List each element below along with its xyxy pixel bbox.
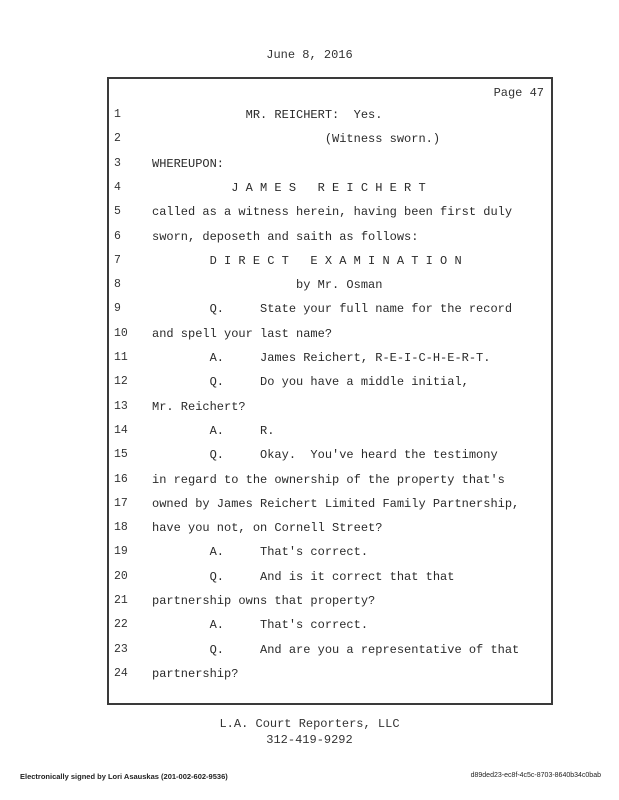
line-number: 15 (114, 448, 128, 461)
line-number: 19 (114, 545, 128, 558)
transcript-line-text: by Mr. Osman (152, 278, 383, 292)
document-hash-id: d89ded23-ec8f-4c5c-8703-8640b34c0bab (470, 772, 601, 779)
line-number: 11 (114, 351, 128, 364)
line-number: 9 (114, 302, 121, 315)
line-number: 12 (114, 375, 128, 388)
line-number: 14 (114, 424, 128, 437)
transcript-line-text: A. That's correct. (152, 618, 369, 632)
line-number: 24 (114, 667, 128, 680)
transcript-line-text: J A M E S R E I C H E R T (152, 181, 426, 195)
line-number: 6 (114, 230, 121, 243)
line-number: 1 (114, 108, 121, 121)
court-reporter-phone: 312-419-9292 (266, 733, 353, 747)
transcript-line-text: owned by James Reichert Limited Family Partnership, (152, 497, 520, 511)
line-number: 21 (114, 594, 128, 607)
transcript-line-text: called as a witness herein, having been first duly (152, 205, 513, 219)
line-number: 18 (114, 521, 128, 534)
transcript-line-text: partnership owns that property? (152, 594, 376, 608)
line-number: 22 (114, 618, 128, 631)
transcript-line-text: Mr. Reichert? (152, 400, 246, 414)
transcript-page-frame (107, 77, 553, 705)
transcript-line-text: Q. And is it correct that that (152, 570, 455, 584)
line-number: 23 (114, 643, 128, 656)
transcript-line-text: partnership? (152, 667, 239, 681)
transcript-line-text: D I R E C T E X A M I N A T I O N (152, 254, 462, 268)
line-number: 4 (114, 181, 121, 194)
line-number: 3 (114, 157, 121, 170)
line-number: 5 (114, 205, 121, 218)
line-number: 7 (114, 254, 121, 267)
transcript-line-text: A. James Reichert, R-E-I-C-H-E-R-T. (152, 351, 491, 365)
transcript-date-header: June 8, 2016 (266, 48, 353, 62)
line-number: 13 (114, 400, 128, 413)
transcript-line-text: in regard to the ownership of the property that's (152, 473, 505, 487)
line-number: 10 (114, 327, 128, 340)
transcript-line-text: Q. State your full name for the record (152, 302, 513, 316)
line-number: 2 (114, 132, 121, 145)
line-number: 20 (114, 570, 128, 583)
transcript-line-text: (Witness sworn.) (152, 132, 441, 146)
line-number: 17 (114, 497, 128, 510)
court-reporter-company: L.A. Court Reporters, LLC (219, 717, 400, 731)
transcript-line-text: and spell your last name? (152, 327, 333, 341)
transcript-line-text: A. That's correct. (152, 545, 369, 559)
transcript-line-text: sworn, deposeth and saith as follows: (152, 230, 419, 244)
line-number: 16 (114, 473, 128, 486)
transcript-line-text: Q. Do you have a middle initial, (152, 375, 469, 389)
transcript-line-text: WHEREUPON: (152, 157, 225, 171)
transcript-line-text: Q. Okay. You've heard the testimony (152, 448, 498, 462)
line-number: 8 (114, 278, 121, 291)
electronic-signature-note: Electronically signed by Lori Asauskas (201-002-602-9536) (20, 772, 228, 781)
transcript-line-text: MR. REICHERT: Yes. (152, 108, 383, 122)
page-number: Page 47 (493, 86, 544, 100)
transcript-line-text: A. R. (152, 424, 275, 438)
transcript-line-text: have you not, on Cornell Street? (152, 521, 383, 535)
transcript-line-text: Q. And are you a representative of that (152, 643, 520, 657)
